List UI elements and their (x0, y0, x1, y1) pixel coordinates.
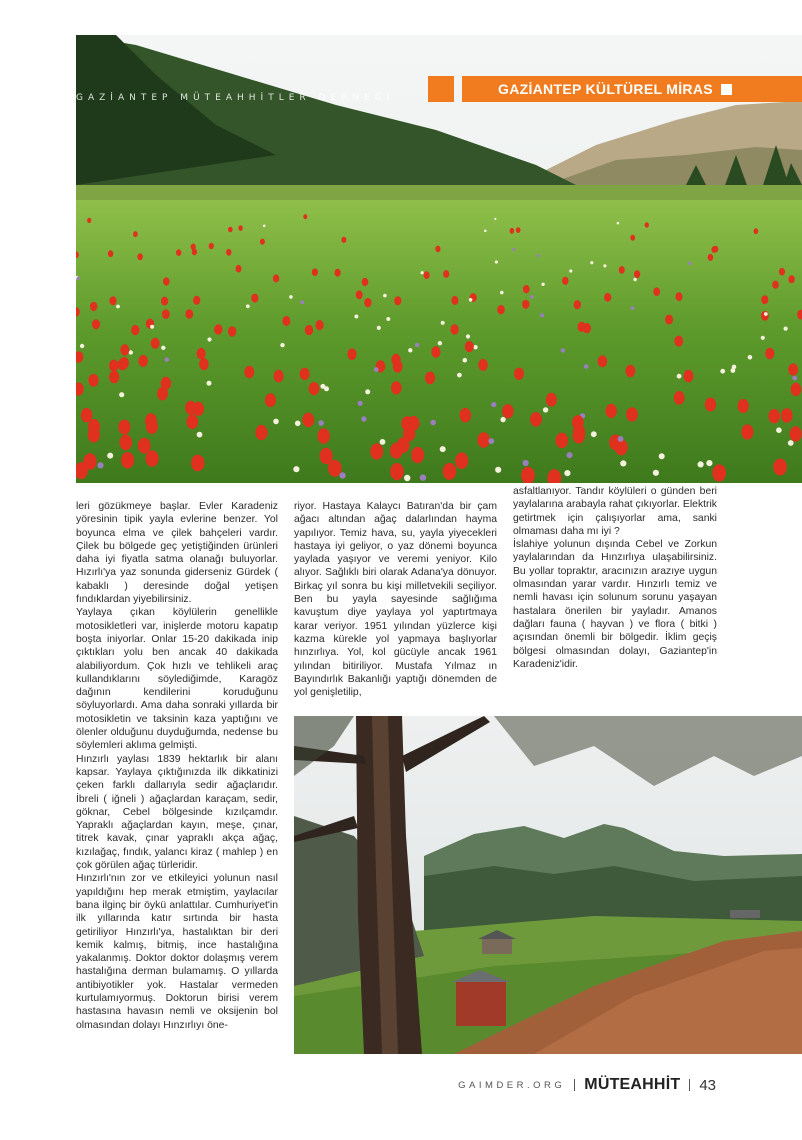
tulip-flower (574, 300, 581, 309)
tulip-flower (394, 296, 401, 305)
daisy-flower (731, 368, 736, 373)
tulip-flower (443, 270, 449, 278)
daisy-flower (564, 470, 570, 476)
daisy-flower (659, 453, 665, 459)
tulip-flower (676, 292, 683, 301)
tulip-flower (411, 447, 424, 463)
daisy-flower (788, 440, 794, 446)
tulip-flower (390, 443, 403, 459)
tulip-flower (137, 253, 143, 260)
daisy-flower (561, 348, 565, 352)
daisy-flower (207, 337, 211, 341)
daisy-flower (591, 431, 597, 437)
tulip-flower (630, 235, 635, 241)
tulip-flower (335, 269, 341, 277)
tulip-flower (161, 297, 168, 306)
daisy-flower (543, 407, 548, 412)
tulip-flower (790, 426, 802, 441)
tulip-flower (713, 246, 718, 253)
daisy-flower (430, 420, 436, 426)
paragraph: Hınzırlı'nın zor ve etkileyici yolunun nasıl yapıldığını hep merak etmiştim, yaylacılar bana ilginç bir öykü anlattılar. Cumhuriyet'in ilk yıllarında katır sırtında bir hasta getiriliyor Hınzırlı'ya, hastalıktan bir deri kemik kalmış, bitmiş, ince hastalığına yakalanmış. Doktor doktor dolaşmış verem hastalığına derman bulamamış. O yıllarda antibiyotikler yok. Hastalar vermeden kurtulamıyormuş. Doktorun birisi verem hastasına havasın nemli ve oksijenin bol olmasından dolayı Hınzırlıyı öne- (76, 873, 278, 1031)
daisy-flower (358, 401, 363, 406)
tulip-flower (273, 274, 279, 282)
tulip-flower (391, 354, 400, 366)
footer-divider (689, 1079, 690, 1091)
tulip-flower (228, 326, 236, 336)
tulip-flower (514, 368, 524, 380)
daisy-flower (293, 466, 299, 472)
tulip-flower (133, 231, 138, 237)
tulip-flower (684, 370, 694, 383)
tulip-flower (138, 355, 148, 367)
tulip-flower (191, 455, 204, 472)
daisy-flower (537, 254, 540, 257)
page-footer (458, 1074, 716, 1096)
tulip-flower (598, 355, 608, 367)
daisy-flower (792, 376, 797, 381)
tulip-flower (523, 285, 530, 293)
tulip-flower (197, 348, 206, 360)
tulip-flower (712, 464, 726, 481)
daisy-flower (495, 260, 498, 263)
tulip-flower (303, 214, 307, 219)
tulip-flower (312, 268, 318, 276)
tulip-flower (88, 427, 100, 442)
orange-square-marker (428, 76, 454, 102)
daisy-flower (488, 438, 494, 444)
tulip-flower (347, 348, 356, 360)
tulip-flower (546, 393, 557, 407)
daisy-flower (280, 343, 284, 347)
tulip-flower (741, 424, 753, 439)
tulip-flower (674, 391, 685, 405)
tulip-flower (209, 243, 214, 249)
tulip-flower (502, 404, 513, 418)
daisy-flower (620, 460, 626, 466)
banner-square-marker (721, 84, 732, 95)
daisy-flower (584, 364, 589, 369)
daisy-flower (776, 427, 782, 433)
daisy-flower (116, 305, 120, 309)
tulip-flower (653, 287, 660, 296)
daisy-flower (541, 283, 544, 286)
daisy-flower (720, 369, 725, 374)
daisy-flower (530, 295, 534, 299)
tulip-flower (424, 271, 430, 279)
tulip-flower (362, 278, 369, 286)
daisy-flower (484, 230, 487, 233)
tulip-flower (138, 438, 151, 454)
tulip-flower (522, 300, 529, 309)
page-number: 43 (699, 1076, 716, 1094)
daisy-flower (420, 474, 426, 480)
website-text: GAIMDER.ORG (458, 1079, 566, 1091)
tulip-flower (450, 324, 458, 334)
tulip-flower (191, 244, 196, 250)
daisy-flower (207, 381, 212, 386)
tulip-flower (510, 228, 515, 234)
tulip-flower (708, 254, 714, 261)
tulip-flower (328, 460, 342, 477)
tulip-flower (626, 365, 636, 377)
daisy-flower (380, 439, 386, 445)
paragraph: Hınzırlı yaylası 1839 hektarlık bir alanı kapsar. Yaylaya çıktığınızda ilk dikkatinizi çeken farklı dallarıyla sedir ağaçlarıdır. İbreli ( iğneli ) ağaçlardan karaçam, sedir, göknar, Cebel bölgesinde kızılçamdır. Yapraklı ağaçlardan kayın, meşe, çınar, titrek kavak, çınar yapraklı akça ağaç, kızılağaç, fındık, yalancı kiraz ( mahlep ) en çok görülen ağaç türleridir. (76, 753, 278, 872)
tulip-flower (109, 371, 119, 384)
daisy-flower (500, 291, 504, 295)
daisy-flower (473, 345, 477, 349)
daisy-flower (438, 341, 442, 345)
text-column-2 (294, 500, 497, 699)
daisy-flower (119, 392, 124, 397)
daisy-flower (361, 416, 366, 421)
magazine-logo: MÜTEAHHİT (584, 1076, 681, 1093)
daisy-flower (495, 467, 501, 473)
daisy-flower (466, 334, 470, 338)
daisy-flower (354, 315, 358, 319)
tulip-flower (626, 407, 638, 421)
section-title: GAZİANTEP KÜLTÜREL MİRAS (498, 81, 713, 97)
daisy-flower (320, 384, 325, 389)
tulip-flower (781, 408, 793, 422)
tulip-flower (226, 249, 231, 256)
tulip-flower (238, 225, 242, 231)
tulip-flower (516, 227, 521, 233)
tulip-flower (645, 222, 649, 227)
paragraph: leri gözükmeye başlar. Evler Karadeniz yöresinin tipik yayla evlerine benzer. Yol boyunca elma ve çilek bahçeleri vardır. Çilek bu bölgede geç yetiştiğinden ürünleri daha iyi fiyatla satma olanağı buluyorlar. Hızırlı'ya yaz sonunda giderseniz Gürdek ( kabaklı ) deresinde doğal yetişen fındıklardan yiyebilirsiniz. (76, 501, 278, 606)
tulip-flower (772, 281, 779, 289)
tulip-flower (788, 363, 798, 375)
tulip-flower (120, 344, 129, 355)
tulip-flower (318, 428, 330, 443)
tulip-flower (151, 338, 160, 349)
daisy-flower (590, 261, 593, 264)
daisy-flower (150, 325, 154, 329)
daisy-flower (748, 355, 753, 360)
daisy-flower (491, 402, 496, 407)
daisy-flower (494, 218, 496, 220)
tulip-flower (455, 452, 468, 469)
tulip-flower (157, 387, 168, 400)
daisy-flower (415, 343, 419, 347)
daisy-flower (457, 373, 462, 378)
tulip-flower (403, 426, 415, 441)
tulip-flower (176, 249, 181, 256)
daisy-flower (523, 460, 529, 466)
tulip-flower (90, 302, 97, 311)
tulip-flower (274, 370, 284, 383)
tulip-flower (391, 381, 402, 394)
tulip-flower (425, 372, 435, 385)
tulip-flower (356, 290, 363, 299)
tulip-flower (305, 325, 313, 335)
tulip-flower (761, 295, 768, 304)
daisy-flower (80, 344, 84, 348)
tulip-flower (193, 402, 204, 416)
tulip-flower (88, 374, 98, 387)
daisy-flower (469, 298, 473, 302)
daisy-flower (631, 306, 635, 310)
daisy-flower (377, 326, 381, 330)
daisy-flower (289, 295, 293, 299)
tulip-flower (634, 270, 640, 278)
tulip-flower (431, 346, 440, 357)
daisy-flower (540, 313, 544, 317)
daisy-flower (633, 278, 636, 281)
daisy-flower (404, 475, 410, 481)
tulip-flower (119, 357, 129, 369)
daisy-flower (77, 277, 80, 280)
daisy-flower (618, 436, 624, 442)
tulip-flower (562, 277, 568, 285)
text-column-1 (76, 500, 278, 1032)
daisy-flower (365, 389, 370, 394)
tulip-flower (146, 419, 158, 434)
text-column-3 (513, 485, 717, 671)
tulip-flower (282, 316, 290, 326)
village-photo (294, 716, 802, 1054)
daisy-flower (97, 462, 103, 468)
daisy-flower (107, 453, 113, 459)
tulip-flower (768, 409, 780, 423)
tulip-flower (244, 366, 254, 378)
tulip-flower (705, 398, 716, 412)
tulip-flower (572, 415, 584, 430)
tulip-flower (146, 450, 159, 466)
tulip-flower (81, 408, 93, 422)
daisy-flower (197, 432, 203, 438)
daisy-flower (408, 348, 412, 352)
tulip-flower (788, 275, 794, 283)
tulip-flower (214, 324, 222, 334)
tulip-flower (118, 420, 130, 435)
tulip-flower (573, 428, 585, 443)
daisy-flower (764, 312, 768, 316)
tulip-flower (497, 305, 505, 314)
daisy-flower (761, 336, 765, 340)
tulip-flower (108, 250, 113, 257)
section-banner (462, 76, 802, 102)
daisy-flower (440, 446, 446, 452)
tulip-flower (341, 237, 346, 243)
tulip-flower (186, 414, 198, 429)
daisy-flower (784, 327, 788, 331)
daisy-flower (617, 222, 620, 225)
daisy-flower (386, 317, 390, 321)
daisy-flower (569, 269, 572, 272)
tulip-flower (236, 265, 242, 273)
tulip-flower (477, 432, 489, 448)
paragraph: riyor. Hastaya Kalaycı Batıran'da bir çam ağacı altından ağaç dalarlından hayma yapılıyor. Temiz hava, su, yayla yiyecekleri hastaya iyi geliyor, o yaz dönemi boyunca yaylada yaşıyor ve veremi yeniyor. Kilo alıyor. Sağlıklı biri olarak Adana'ya dönuyor. Birkaç yıl sonra bu kişi milletvekili seçiliyor. Ben bu yayla sayesinde sağlığıma kavuştum diye yaylaya yol yaptırtmaya karar veriyor. 1951 yılından yüzlerce kişi kazma kürekle yol yapmaya başlıyorlar hınzırlıya. Yol, kol gücüyle ancak 1961 yılından bitiriliyor. Mustafa Yılmaz ın Bayındırlık Bakanlığı yaptığı dönemden de yol genişletilip, (294, 501, 497, 699)
tulip-flower (435, 246, 440, 253)
daisy-flower (129, 350, 133, 354)
tulip-flower (131, 325, 139, 335)
tulip-flower (738, 399, 749, 413)
header-band (76, 76, 802, 102)
tulip-flower (121, 452, 134, 469)
paragraph: Yaylaya çıkan köylülerin genellikle motosikletleri var, inişlerde motoru kapatıp boşta iniyorlar. Onlar 15-20 dakikada inip çıktıkları yolu ben ancak 40 dakikada alabiliyordum. Çok hızlı ve tehlikeli araç kullandıklarını söylediğimde, Karagöz dağının kendilerini koruduğunu söyluyorlardı. Ama daha sonraki yıllarda bir motosikletin ve taksinin kaza yaptığını ve ölenler olduğunu duyduğumda, nedense bu söylemleri aklıma gelmişti. (76, 607, 278, 752)
paragraph: İslahiye yolunun dışında Cebel ve Zorkun yaylalarından da Hınzırlıya ulaşabilirsiniz. Bu yollar topraktır, aracınızın arazıye uygun olmasından yarar vardır. Hınzırlı temiz ve nemli havası için solunum sorunu yaşayan hastalara önerilen bir yayladır. Amanos dağları fauna ( hayvan ) ve flora ( bitki ) açısından önemli bir bölgedir. İklim geçiş bölgesi olmasından dolayı, Gaziantep'in Karadeniz'idir. (513, 539, 717, 670)
tulip-flower (556, 433, 569, 449)
tulip-flower (604, 293, 611, 302)
tulip-flower (443, 463, 457, 480)
tulip-flower (578, 322, 586, 332)
tulip-flower (364, 298, 371, 307)
tulip-flower (120, 435, 133, 451)
tulip-flower (765, 348, 774, 360)
daisy-flower (161, 346, 165, 350)
tulip-flower (451, 296, 458, 305)
tulip-flower (390, 463, 404, 480)
daisy-flower (512, 248, 515, 251)
tulip-flower (251, 294, 258, 303)
daisy-flower (653, 470, 659, 476)
daisy-flower (263, 225, 266, 228)
tulip-flower (255, 425, 267, 440)
tulip-flower (754, 228, 759, 234)
daisy-flower (706, 460, 712, 466)
tulip-flower (465, 341, 474, 352)
tulip-flower (302, 413, 314, 428)
tulip-flower (773, 459, 787, 476)
tulip-flower (309, 382, 320, 395)
tulip-flower (791, 383, 802, 396)
daisy-flower (295, 421, 301, 427)
daisy-flower (500, 417, 505, 422)
tulip-flower (779, 268, 785, 276)
daisy-flower (339, 472, 345, 478)
daisy-flower (246, 304, 250, 308)
tulip-flower (606, 404, 617, 418)
tulip-flower (162, 309, 170, 319)
tulip-flower (228, 227, 233, 233)
daisy-flower (374, 367, 379, 372)
tulip-flower (109, 360, 119, 372)
daisy-flower (273, 419, 279, 425)
association-name: GAZİANTEP MÜTEAHHİTLER DERNEĞİ (76, 93, 395, 103)
tulip-flower (265, 393, 276, 407)
tulip-flower (87, 218, 91, 223)
footer-divider (574, 1079, 575, 1091)
tulip-flower (674, 336, 683, 347)
daisy-flower (421, 271, 424, 274)
tulip-flower (193, 296, 200, 305)
daisy-flower (698, 461, 704, 467)
tulip-flower (199, 358, 209, 370)
tulip-flower (109, 296, 116, 305)
daisy-flower (318, 420, 324, 426)
tulip-flower (370, 443, 383, 459)
tulip-flower (260, 239, 265, 245)
daisy-flower (441, 321, 445, 325)
daisy-flower (463, 358, 468, 363)
tulip-flower (478, 359, 488, 371)
tulip-flower (460, 408, 472, 422)
tulip-flower (665, 315, 673, 325)
daisy-flower (567, 452, 573, 458)
tulip-flower (530, 412, 542, 427)
tulip-flower (92, 319, 100, 329)
daisy-flower (688, 262, 691, 265)
tulip-flower (300, 368, 310, 380)
daisy-flower (383, 294, 387, 298)
tulip-flower (316, 320, 324, 330)
daisy-flower (677, 374, 682, 379)
tulip-flower (83, 453, 96, 470)
tulip-flower (185, 309, 193, 319)
tulip-flower (163, 277, 170, 285)
paragraph: asfaltlanıyor. Tandır köylüleri o günden beri yaylalarına arabayla rahat çıkıyorlar. Elektrik getirtmek için çalışıyorlar ama, sanki olmaması daha mı iyi ? (513, 486, 717, 537)
daisy-flower (300, 300, 304, 304)
daisy-flower (165, 357, 170, 362)
daisy-flower (603, 264, 606, 267)
tulip-flower (619, 266, 625, 274)
